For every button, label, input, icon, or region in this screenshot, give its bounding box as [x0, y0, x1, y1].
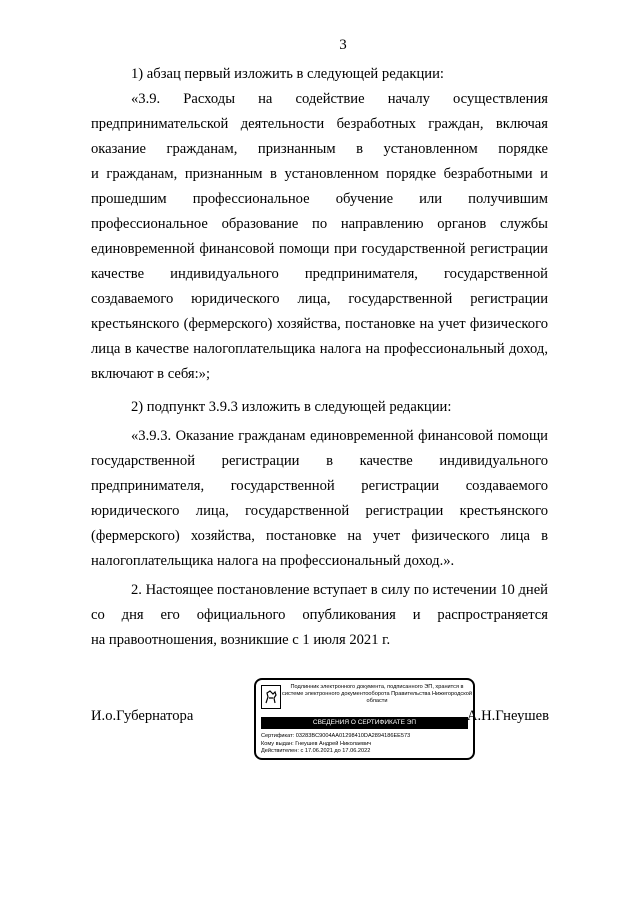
text-line: лица в качестве налогоплательщика налога на профессиональный доход, — [91, 341, 548, 357]
text-line: предпринимателя, государственной регистрации создаваемого — [91, 478, 548, 494]
text-line: предпринимательской деятельности безработных граждан, включая — [91, 116, 548, 132]
paragraph — [91, 87, 548, 387]
certificate-number: Сертификат: 03283BC9004AA01298410DA2894186EE573 — [261, 733, 411, 739]
text-line: 2) подпункт 3.9.3 изложить в следующей редакции: — [131, 399, 452, 415]
certificate-owner: Кому выдан: Гнеушев Андрей Николаевич — [261, 740, 372, 747]
text-line: (фермерского) хозяйства, постановке на учет физического лица в — [91, 528, 548, 544]
text-line: государственной регистрации в качестве индивидуального — [91, 453, 548, 469]
text-line: юридического лица, государственной регистрации крестьянского — [91, 503, 548, 519]
text-line: «3.9. Расходы на содействие началу осуществления — [131, 91, 548, 107]
text-line: «3.9.3. Оказание гражданам единовременной финансовой помощи — [131, 428, 548, 444]
text-line: единовременной финансовой помощи при государственной регистрации — [91, 241, 548, 257]
certificate-validity: Действителен: с 17.06.2021 до 17.06.2022 — [261, 748, 371, 754]
coat-of-arms-icon — [261, 685, 281, 709]
text-line: 1) абзац первый изложить в следующей редакции: — [131, 66, 444, 82]
text-line: оказание гражданам, признанным в установленном порядке — [91, 141, 548, 157]
stamp-header: Подлинник электронного документа, подписанного ЭП, хранится в системе электронного документооборота Правительства Нижегородской области — [282, 684, 472, 704]
paragraph — [91, 578, 548, 653]
text-line: на правоотношения, возникшие с 1 июля 2021 г. — [91, 632, 391, 648]
signatory-name: А.Н.Гнеушев — [466, 708, 549, 724]
text-line: со дня его официального опубликования и распространяется — [91, 607, 548, 623]
paragraph — [91, 395, 548, 420]
document-body — [91, 62, 548, 653]
paragraph — [91, 424, 548, 574]
stamp-title: СВЕДЕНИЯ О СЕРТИФИКАТЕ ЭП — [261, 717, 468, 729]
text-line: налогоплательщика налога на профессиональный доход.». — [91, 553, 455, 569]
paragraph — [91, 62, 548, 87]
text-line: профессиональное образование по направлению органов службы — [91, 216, 548, 232]
text-line: прошедшим профессиональное обучение или получившим — [91, 191, 548, 207]
page-number: 3 — [339, 37, 347, 53]
signatory-position: И.о.Губернатора — [91, 708, 194, 724]
text-line: крестьянского (фермерского) хозяйства, постановке на учет физического — [91, 316, 548, 332]
text-line: включают в себя:»; — [91, 366, 211, 382]
text-line: создаваемого юридического лица, государственной регистрации — [91, 291, 548, 307]
electronic-signature-stamp — [254, 678, 475, 760]
paragraph-spacer — [91, 387, 548, 395]
text-line: 2. Настоящее постановление вступает в силу по истечении 10 дней — [131, 582, 548, 598]
text-line: и гражданам, признанным в установленном порядке безработными и — [91, 166, 548, 182]
text-line: качестве индивидуального предпринимателя, государственной — [91, 266, 548, 282]
